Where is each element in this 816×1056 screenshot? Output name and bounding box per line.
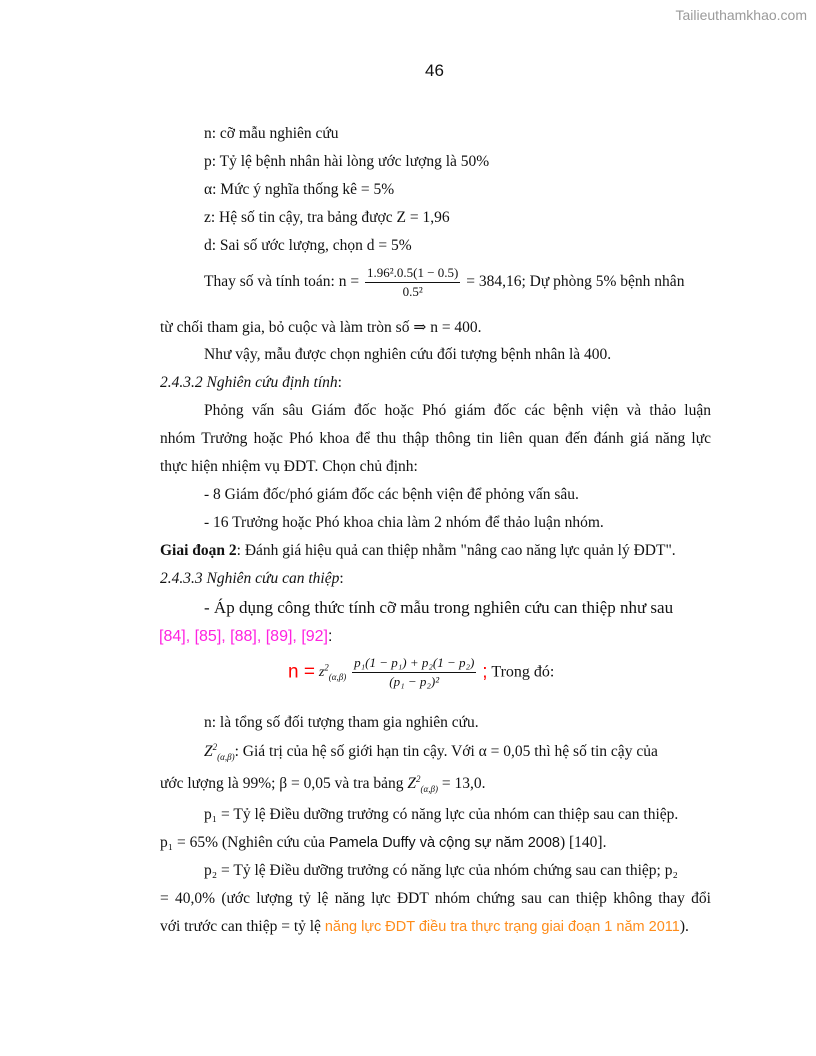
- definition-n: n: cỡ mẫu nghiên cứu: [204, 125, 339, 142]
- formula-semicolon: ;: [482, 661, 488, 683]
- formula-fraction: [352, 655, 476, 690]
- calc-lead: Thay số và tính toán: n =: [204, 273, 360, 291]
- p1-definition-line1: p₁ = Tỷ lệ Điều dưỡng trưởng có năng lực của nhóm can thiệp sau can thiệp.: [204, 806, 679, 823]
- calc-tail: = 384,16; Dự phòng 5% bệnh nhân: [466, 273, 685, 291]
- bullet-directors: - 8 Giám đốc/phó giám đốc các bệnh viện để phỏng vấn sâu.: [204, 486, 579, 503]
- z-definition-text: : Giá trị của hệ số giới hạn tin cậy. Với α = 0,05 thì hệ số tin cậy của: [234, 743, 658, 761]
- formula-trailing: Trong đó:: [491, 663, 555, 681]
- section-2432-heading: 2.4.3.2 Nghiên cứu định tính:: [160, 374, 342, 391]
- calc-continuation: từ chối tham gia, bỏ cuộc và làm tròn số ⇒ n = 400.: [160, 319, 482, 336]
- sample-size-formula: [288, 655, 554, 690]
- watermark: Tailieuthamkhao.com: [675, 7, 807, 23]
- definition-alpha: α: Mức ý nghĩa thống kê = 5%: [204, 181, 395, 198]
- section-2433-intro: - Áp dụng công thức tính cỡ mẫu trong nghiên cứu can thiệp như sau: [204, 598, 674, 617]
- section-2432-line1: Phỏng vấn sâu Giám đốc hoặc Phó giám đốc các bệnh viện và thảo luận: [204, 402, 711, 419]
- phase-2-label: Giai đoạn 2: [160, 542, 237, 559]
- section-2433-heading: 2.4.3.3 Nghiên cứu can thiệp:: [160, 570, 344, 587]
- z-symbol: $Z^2_{(\alpha,\beta)}$: [204, 742, 235, 763]
- z-definition-line1: [204, 742, 658, 762]
- p2-definition-line1: p₂ = Tỷ lệ Điều dưỡng trưởng có năng lực của nhóm chứng sau can thiệp; p₂: [204, 862, 678, 879]
- phase-2-text: : Đánh giá hiệu quả can thiệp nhằm "nâng cao năng lực quản lý ĐDT".: [236, 542, 676, 559]
- z-definition-line2: ước lượng là 99%; β = 0,05 và tra bảng $Z^2_{(\alpha,\beta)} = 13,0$.: [160, 774, 486, 795]
- calc-fraction: [365, 265, 460, 300]
- formula-lhs: n =: [288, 661, 315, 683]
- p1-definition-line2: p₁ = 65% (Nghiên cứu của Pamela Duffy và cộng sự năm 2008) [140].: [160, 834, 607, 851]
- z-symbol-inline: $Z^2_{(\alpha,\beta)}$: [407, 774, 438, 795]
- survey-reference: năng lực ĐDT điều tra thực trạng giai đoạn 1 năm 2011: [324, 919, 680, 935]
- definition-z: z: Hệ số tin cậy, tra bảng được Z = 1,96: [204, 209, 450, 226]
- references: [84], [85], [88], [89], [92]: [159, 628, 328, 645]
- definition-p: p: Tỷ lệ bệnh nhân hài lòng ước lượng là 50%: [204, 153, 490, 170]
- calc-numerator: 1.96².0.5(1 − 0.5): [365, 265, 460, 283]
- formula-numerator: p₁(1 − p₁) + p₂(1 − p₂): [352, 655, 476, 673]
- references-colon: :: [328, 628, 333, 645]
- p2-definition-line2: = 40,0% (ước lượng tỷ lệ năng lực ĐDT nhóm chứng sau can thiệp không thay đổi: [160, 890, 711, 907]
- summary-line: Như vậy, mẫu được chọn nghiên cứu đối tượng bệnh nhân là 400.: [204, 346, 612, 363]
- p2-definition-line3: với trước can thiệp = tỷ lệ năng lực ĐDT điều tra thực trạng giai đoạn 1 năm 2011).: [160, 918, 689, 935]
- n-definition: n: là tổng số đối tượng tham gia nghiên cứu.: [204, 714, 479, 731]
- section-2432-line2: nhóm Trưởng hoặc Phó khoa để thu thập thông tin liên quan đến đánh giá năng lực: [160, 430, 711, 447]
- calculation-line: [204, 265, 684, 300]
- section-2432-line3: thực hiện nhiệm vụ ĐDT. Chọn chủ định:: [160, 458, 418, 475]
- bullet-department-heads: - 16 Trưởng hoặc Phó khoa chia làm 2 nhóm để thảo luận nhóm.: [204, 514, 604, 531]
- definition-d: d: Sai số ước lượng, chọn d = 5%: [204, 237, 412, 254]
- page-number: 46: [425, 61, 444, 80]
- references-line: [159, 628, 332, 646]
- phase-2-line: [160, 542, 676, 560]
- calc-denominator: 0.5²: [402, 284, 423, 299]
- formula-z: $z^2_{(\alpha,\beta)}$: [318, 662, 347, 683]
- formula-denominator: (p₁ − p₂)²: [389, 674, 440, 689]
